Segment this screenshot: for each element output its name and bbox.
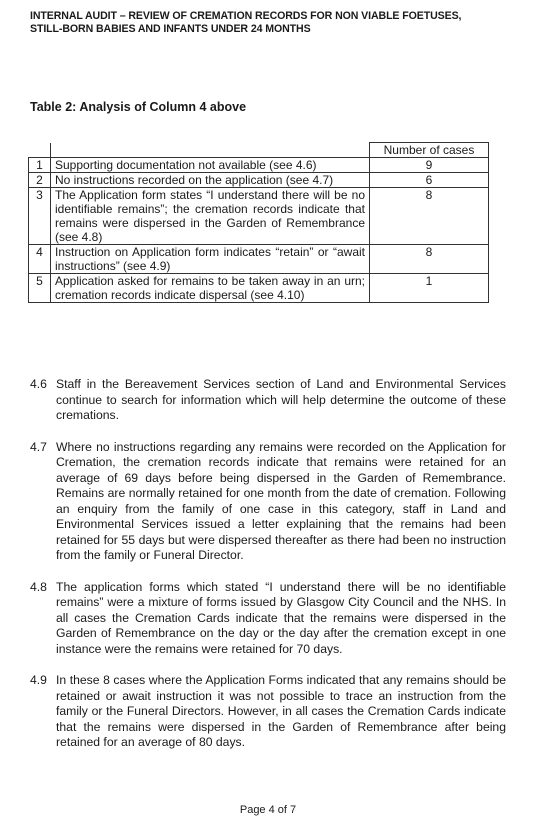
table-row [29,274,489,303]
row-description: Supporting documentation not available (see 4.6) [51,158,370,173]
row-description: No instructions recorded on the application (see 4.7) [51,173,370,188]
paragraph-4-9 [30,673,506,751]
paragraph-text: The application forms which stated “I understand there will be no identifiable remains” were a mixture of forms issued by Glasgow City Council and the NHS. In all cases the Cremation Cards indicate that the remains were dispersed in the Garden of Remembrance on the day or the day after the cremation except in one instance were the remains were retained for 70 days. [56,579,506,656]
table-row [29,173,489,188]
page-number: Page 4 of 7 [239,804,297,816]
paragraph-4-6 [30,377,506,424]
table-row [29,245,489,274]
row-description: Application asked for remains to be taken away in an urn; cremation records indicate dispersal (see 4.10) [51,274,370,303]
row-number: 5 [29,274,51,303]
row-number: 4 [29,245,51,274]
row-number: 3 [29,188,51,245]
paragraph-number: 4.8 [30,579,47,594]
row-description: The Application form states “I understand there will be no identifiable remains”; the cremation records indicate that remains were dispersed in the Garden of Remembrance (see 4.8) [51,188,370,245]
paragraph-number: 4.6 [30,377,47,391]
paragraph-text: Where no instructions regarding any remains were recorded on the Application for Cremation, the cremation records indicate that remains were retained for an average of 69 days before being dispersed in the Garden of Remembrance. Remains are normally retained for one month from the date of cremation. Following an enquiry from the family of one case in this category, staff in Land and Environmental Services issued a letter explaining that the remains had been retained for 55 days but were dispersed thereafter as there had been no instruction from the family or Funeral Director. [56,439,506,562]
row-count: 6 [370,173,489,188]
header-line-1: INTERNAL AUDIT – REVIEW OF CREMATION RECORDS FOR NON VIABLE FOETUSES, [30,10,462,22]
row-count: 9 [370,158,489,173]
row-number: 1 [29,158,51,173]
table-header-row [29,143,489,158]
paragraph-number: 4.9 [30,673,47,687]
table-row [29,158,489,173]
paragraph-4-7 [30,440,506,564]
header-line-2: STILL-BORN BABIES AND INFANTS UNDER 24 MONTHS [30,23,311,35]
row-count: 1 [370,274,489,303]
table-row [29,188,489,245]
header-blank-desc [51,143,370,158]
paragraph-text: Staff in the Bereavement Services section of Land and Environmental Services continue to search for information which will help determine the outcome of these cremations. [56,377,506,422]
paragraph-text: In these 8 cases where the Application Forms indicated that any remains should be retained or await instruction it was not possible to trace an instruction from the family or the Funeral Directors. However, in all cases the Cremation Cards indicate that the remains were dispersed in the Garden of Remembrance after being retained for an average of 80 days. [56,673,506,749]
body-paragraphs [30,377,506,767]
table-title: Table 2: Analysis of Column 4 above [30,100,247,114]
column-header-count: Number of cases [370,143,489,158]
header-blank-num [29,143,51,158]
paragraph-number: 4.7 [30,439,47,454]
row-count: 8 [370,245,489,274]
paragraph-4-8 [30,580,506,658]
row-description: Instruction on Application form indicates “retain” or “await instructions” (see 4.9) [51,245,370,274]
document-header [30,10,510,36]
analysis-table [28,142,489,303]
row-number: 2 [29,173,51,188]
row-count: 8 [370,188,489,245]
